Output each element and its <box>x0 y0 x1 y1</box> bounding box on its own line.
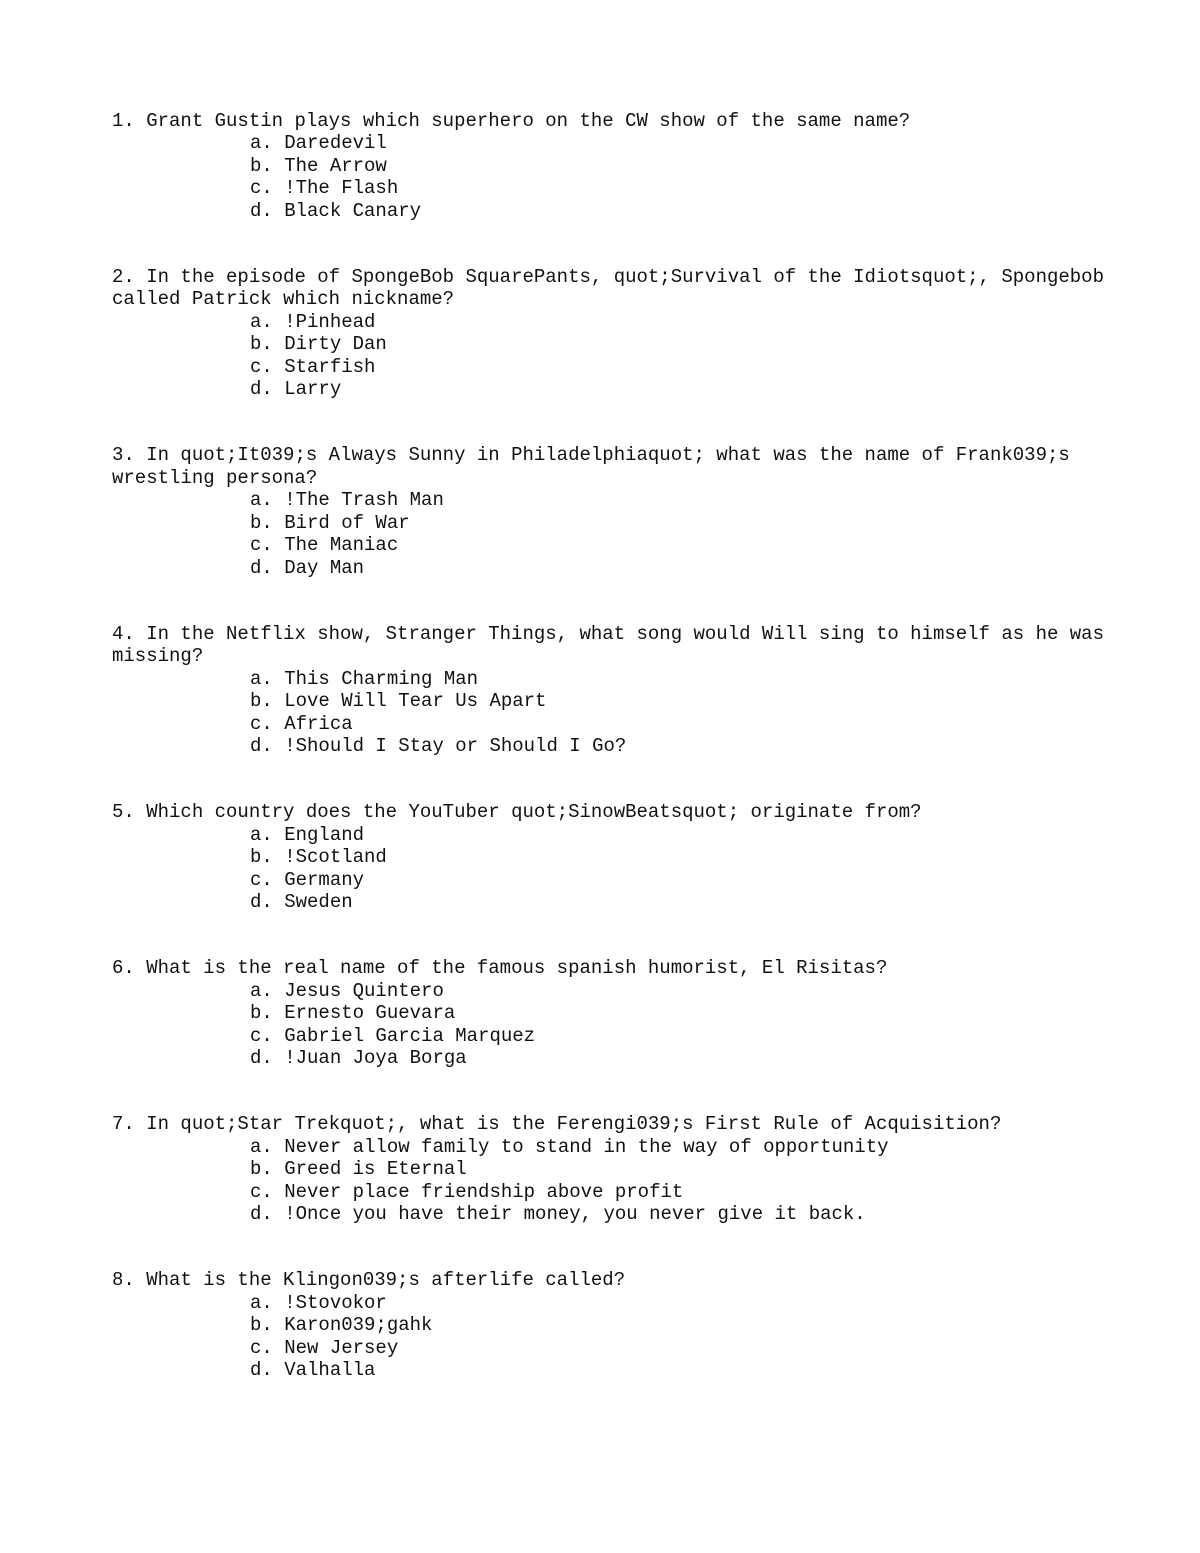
option-letter: a. <box>250 979 273 1002</box>
option-letter: c. <box>250 1180 273 1203</box>
option-text: Ernesto Guevara <box>284 1002 456 1025</box>
question-2 <box>112 266 1116 401</box>
answer-option <box>112 690 1112 712</box>
option-letter: d. <box>250 556 273 579</box>
option-letter: a. <box>250 132 273 155</box>
option-text: Love Will Tear Us Apart <box>284 690 547 713</box>
option-text: !Juan Joya Borga <box>284 1047 467 1069</box>
answer-option <box>112 668 1112 690</box>
answer-option <box>112 489 1112 511</box>
question-body: Which country does the YouTuber quot;SinowBeatsquot; originate from? <box>146 801 922 824</box>
answer-options <box>112 132 1112 222</box>
option-text: Germany <box>284 868 365 891</box>
option-text: Sweden <box>284 890 353 913</box>
option-text: Starfish <box>284 355 376 378</box>
answer-options <box>112 1136 1112 1226</box>
answer-option <box>112 177 1112 199</box>
question-text <box>112 1269 1112 1291</box>
answer-options <box>112 824 1112 914</box>
option-letter: a. <box>250 1135 273 1158</box>
answer-option <box>112 1337 1112 1359</box>
option-letter: a. <box>250 489 273 512</box>
option-letter: d. <box>250 199 273 222</box>
answer-options <box>112 668 1112 758</box>
answer-option <box>112 155 1112 177</box>
answer-option <box>112 891 1112 913</box>
question-body: What is the Klingon039;s afterlife called? <box>146 1269 626 1292</box>
option-text: England <box>284 823 365 846</box>
option-text: This Charming Man <box>284 667 479 690</box>
question-body: Grant Gustin plays which superhero on the CW show of the same name? <box>146 110 911 132</box>
answer-option <box>112 980 1112 1002</box>
answer-option <box>112 557 1112 579</box>
option-letter: d. <box>250 890 273 913</box>
option-letter: d. <box>250 1047 273 1069</box>
answer-option <box>112 1314 1112 1336</box>
option-letter: a. <box>250 310 273 333</box>
question-text <box>112 801 1112 823</box>
question-3 <box>112 444 1112 578</box>
question-text <box>112 266 1116 311</box>
option-text: Valhalla <box>284 1359 376 1382</box>
question-number: 4. <box>112 622 135 645</box>
question-body: In quot;It039;s Always Sunny in Philadelphiaquot; what was the name of Frank039;s wrestling persona? <box>112 444 1082 489</box>
option-letter: d. <box>250 1203 273 1226</box>
answer-option <box>112 869 1112 891</box>
option-text: !The Flash <box>284 177 399 200</box>
answer-options <box>112 1292 1112 1382</box>
question-number: 7. <box>112 1113 135 1136</box>
question-number: 5. <box>112 801 135 824</box>
question-number: 3. <box>112 444 135 467</box>
answer-option <box>112 1158 1112 1180</box>
question-text <box>112 444 1112 489</box>
answer-option <box>112 534 1112 556</box>
option-letter: a. <box>250 667 273 690</box>
question-body: In the episode of SpongeBob SquarePants, quot;Survival of the Idiotsquot;, Spongebob called Patrick which nickname? <box>112 266 1116 311</box>
option-letter: d. <box>250 734 273 757</box>
option-text: Jesus Quintero <box>284 979 444 1002</box>
option-letter: b. <box>250 333 273 356</box>
question-number: 6. <box>112 957 135 980</box>
answer-option <box>112 1002 1112 1024</box>
option-text: Black Canary <box>284 199 422 222</box>
option-text: Bird of War <box>284 511 410 534</box>
answer-option <box>112 1292 1112 1314</box>
answer-option <box>112 846 1112 868</box>
answer-option <box>112 378 1112 400</box>
option-text: New Jersey <box>284 1336 399 1359</box>
answer-option <box>112 311 1112 333</box>
option-text: !Pinhead <box>284 310 376 333</box>
question-text <box>112 1113 1112 1135</box>
option-text: !Once you have their money, you never give it back. <box>284 1203 866 1226</box>
answer-option <box>112 356 1112 378</box>
option-text: !Stovokor <box>284 1291 387 1314</box>
option-text: Daredevil <box>284 132 387 155</box>
option-letter: b. <box>250 1314 273 1337</box>
question-text <box>112 110 1112 132</box>
option-letter: d. <box>250 378 273 401</box>
question-8 <box>112 1269 1112 1381</box>
answer-option <box>112 824 1112 846</box>
option-letter: b. <box>250 846 273 869</box>
answer-option <box>112 1203 1112 1225</box>
option-letter: b. <box>250 690 273 713</box>
option-letter: c. <box>250 712 273 735</box>
question-7 <box>112 1113 1112 1225</box>
option-letter: c. <box>250 1024 273 1047</box>
answer-option <box>112 713 1112 735</box>
question-number: 8. <box>112 1269 135 1292</box>
option-text: Larry <box>284 378 342 401</box>
question-text <box>112 957 1112 979</box>
option-text: !Should I Stay or Should I Go? <box>284 734 627 757</box>
option-text: Dirty Dan <box>284 333 387 356</box>
answer-options <box>112 311 1112 401</box>
answer-option <box>112 200 1112 222</box>
option-text: Never place friendship above profit <box>284 1180 684 1203</box>
question-number: 2. <box>112 266 135 289</box>
answer-option <box>112 512 1112 534</box>
answer-options <box>112 489 1112 579</box>
option-text: Gabriel Garcia Marquez <box>284 1024 536 1047</box>
question-1 <box>112 110 1112 222</box>
question-body: In quot;Star Trekquot;, what is the Ferengi039;s First Rule of Acquisition? <box>146 1113 1002 1136</box>
answer-option <box>112 333 1112 355</box>
option-letter: c. <box>250 1336 273 1359</box>
option-letter: b. <box>250 511 273 534</box>
option-letter: b. <box>250 1002 273 1025</box>
option-text: The Maniac <box>284 534 399 557</box>
question-body: What is the real name of the famous spanish humorist, El Risitas? <box>146 957 888 980</box>
question-4 <box>112 622 1116 757</box>
question-text <box>112 622 1116 668</box>
option-text: Africa <box>284 712 353 735</box>
question-6 <box>112 957 1112 1069</box>
answer-option <box>112 1359 1112 1381</box>
answer-option <box>112 1136 1112 1158</box>
option-letter: b. <box>250 154 273 177</box>
answer-option <box>112 1047 1112 1069</box>
question-body: In the Netflix show, Stranger Things, what song would Will sing to himself as he was missing? <box>112 622 1116 668</box>
option-text: !Scotland <box>284 846 387 869</box>
option-letter: a. <box>250 1291 273 1314</box>
option-text: !The Trash Man <box>284 489 444 512</box>
answer-option <box>112 735 1112 757</box>
option-letter: c. <box>250 177 273 200</box>
option-text: Day Man <box>284 556 365 579</box>
answer-option <box>112 1025 1112 1047</box>
option-letter: c. <box>250 355 273 378</box>
quiz-document <box>112 110 1116 1425</box>
answer-options <box>112 980 1112 1070</box>
option-letter: c. <box>250 868 273 891</box>
option-text: Karon039;gahk <box>284 1314 433 1337</box>
option-letter: d. <box>250 1359 273 1382</box>
answer-option <box>112 132 1112 154</box>
option-text: The Arrow <box>284 154 387 177</box>
option-letter: a. <box>250 823 273 846</box>
option-text: Never allow family to stand in the way of opportunity <box>284 1135 889 1158</box>
option-text: Greed is Eternal <box>284 1158 467 1181</box>
question-5 <box>112 801 1112 913</box>
answer-option <box>112 1181 1112 1203</box>
question-number: 1. <box>112 110 135 132</box>
option-letter: b. <box>250 1158 273 1181</box>
option-letter: c. <box>250 534 273 557</box>
